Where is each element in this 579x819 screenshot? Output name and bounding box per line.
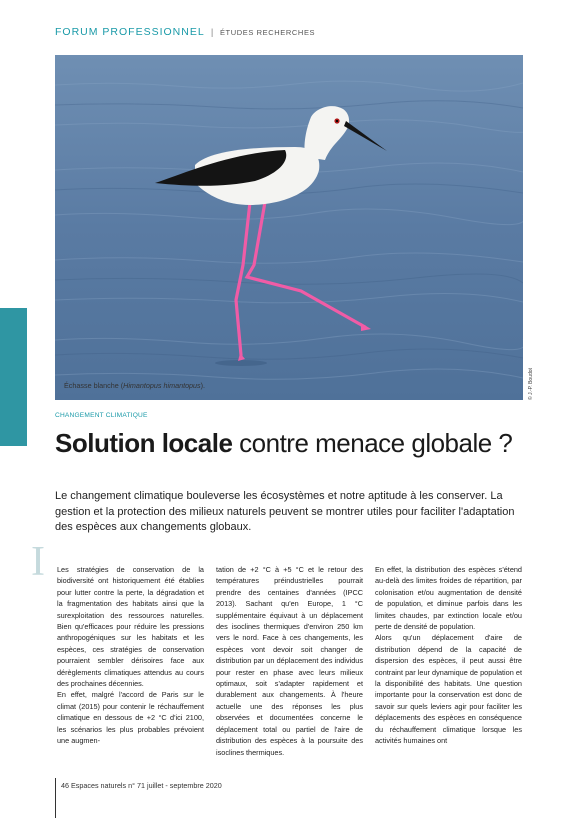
subsection-label: ÉTUDES RECHERCHES — [219, 28, 316, 37]
title-bold: Solution locale — [55, 428, 233, 458]
stilt-photo — [55, 55, 523, 400]
drop-cap: I — [31, 539, 45, 585]
paragraph: En effet, la distribution des espèces s'étend au-delà des limites froides de répartition, par colonisation et/ou augmentation de densité de population, et diminue parfois dans les limites chaudes, par extinction locale et/ou perte de densité de population. — [375, 565, 522, 632]
title-rest: contre menace globale ? — [232, 428, 513, 458]
paragraph: Alors qu'un déplacement d'aire de distribution dépend de la capacité de dispersion des espèces, il peut aussi être contraint par leur dynamique de population et la disponibilité des habitats. Une question importante pour la conservation est donc de savoir sur quels leviers agir pour faciliter les déplacements des espèces en conséquence du réchauffement climatique lorsque les activités humaines ont — [375, 633, 522, 746]
page-footer: 46 Espaces naturels n° 71 juillet - septembre 2020 — [61, 781, 222, 790]
text-column-1 — [57, 564, 204, 747]
paragraph: Les stratégies de conservation de la biodiversité ont historiquement été établies pour lutter contre la perte, la dégradation et la fragmentation des habitats ainsi que la surexploitation des ressources naturelles. Bien qu'efficaces pour réduire les pressions anthropogéniques sur les habitats et les espèces, ces stratégies de conservation pourraient sembler dérisoires face aux dérèglements climatiques attendus au cours des prochaines décennies. — [57, 565, 204, 689]
photo-credit: © J.-P. Boudot — [528, 368, 534, 400]
caption-species: Himantopus himantopus — [123, 381, 201, 390]
bird-illustration — [55, 55, 523, 400]
footer-rule — [55, 778, 56, 818]
header-separator: | — [210, 27, 214, 38]
caption-text: Échasse blanche ( — [64, 381, 124, 390]
photo-caption — [64, 381, 205, 390]
section-tab-marker — [0, 308, 27, 446]
running-header — [55, 26, 315, 38]
water-background — [55, 55, 523, 400]
article-title — [55, 428, 512, 459]
article-lead: Le changement climatique bouleverse les écosystèmes et notre aptitude à les conserver. La gestion et la protection des milieux naturels peuvent se montrer utiles pour faciliter l'adaptation des espèces aux changements globaux. — [55, 490, 515, 533]
section-label: FORUM PROFESSIONNEL — [55, 26, 205, 38]
caption-suffix: ). — [200, 381, 206, 390]
paragraph: tation de +2 °C à +5 °C et le retour des températures préindustrielles pourrait prendre des centaines d'années (IPCC 2013). Sachant qu'en Europe, 1 °C supplémentaire équivaut à un déplacement des isoclines thermiques d'environ 250 km vers le nord. Face à ces changements, les espèces vont devoir soit changer de distribution par un déplacement des individus pour rester en phase avec leurs milieux optimaux, soit s'adapter rapidement et durablement aux changements. À l'heure actuelle une des réponses les plus observées et documentées concerne le déplacement total ou partiel de l'aire de distribution des espèces à la poursuite des isoclines thermiques. — [216, 565, 363, 757]
article-kicker: CHANGEMENT CLIMATIQUE — [55, 412, 148, 419]
text-column-2 — [216, 564, 363, 758]
text-column-3 — [375, 564, 522, 747]
paragraph: En effet, malgré l'accord de Paris sur le climat (2015) pour contenir le réchauffement climatique en dessous de +2 °C d'ici 2100, les scénarios les plus probables prévoient une augmen- — [57, 690, 204, 746]
